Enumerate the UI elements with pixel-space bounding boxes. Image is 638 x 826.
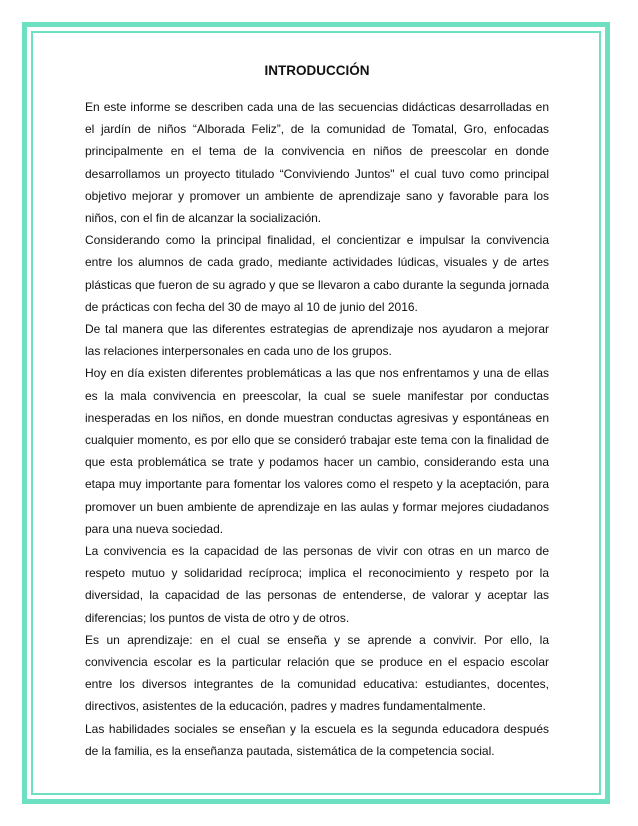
paragraph-4: Hoy en día existen diferentes problemáticas a las que nos enfrentamos y una de ellas es la mala convivencia en preescolar, la cual se suele manifestar por conductas inesperadas en los niños, en donde muestran conductas agresivas y espontáneas en cualquier momento, es por ello que se consideró trabajar este tema con la finalidad de que esta problemática se trate y podamos hacer un cambio, considerando esta una etapa muy importante para fomentar los valores como el respeto y la aceptación, para promover un buen ambiente de aprendizaje en las aulas y formar mejores ciudadanos para una nueva sociedad.: [85, 366, 549, 536]
document-title: INTRODUCCIÓN: [264, 63, 370, 78]
document-body: [85, 62, 549, 762]
paragraph-7: Las habilidades sociales se enseñan y la escuela es la segunda educadora después de la familia, es la enseñanza pautada, sistemática de la competencia social.: [85, 721, 549, 758]
paragraph-6: Es un aprendizaje: en el cual se enseña y se aprende a convivir. Por ello, la convivencia escolar es la particular relación que se produce en el espacio escolar entre los diversos integrantes de la comunidad educativa: estudiantes, docentes, directivos, asistentes de la educación, padres y madres fundamentalmente.: [85, 632, 549, 714]
paragraph-2: Considerando como la principal finalidad, el concientizar e impulsar la convivencia entre los alumnos de cada grado, mediante actividades lúdicas, visuales y de artes plásticas que fueron de su agrado y que se llevaron a cabo durante la segunda jornada de prácticas con fecha del 30 de mayo al 10 de junio del 2016.: [85, 233, 549, 314]
paragraph-1: En este informe se describen cada una de las secuencias didácticas desarrolladas en el jardín de niños “Alborada Feliz”, de la comunidad de Tomatal, Gro, enfocadas principalmente en el tema de la convivencia en niños de preescolar en donde desarrollamos un proyecto titulado “Conviviendo Juntos" el cual tuvo como principal objetivo mejorar y promover un ambiente de aprendizaje sano y favorable para los niños, con el fin de alcanzar la socialización.: [85, 100, 549, 226]
paragraph-3: De tal manera que las diferentes estrategias de aprendizaje nos ayudaron a mejorar las relaciones interpersonales en cada uno de los grupos.: [85, 322, 549, 359]
paragraph-5: La convivencia es la capacidad de las personas de vivir con otras en un marco de respeto mutuo y solidaridad recíproca; implica el reconocimiento y respeto por la diversidad, la capacidad de las personas de entenderse, de valorar y aceptar las diferencias; los puntos de vista de otro y de otros.: [85, 544, 549, 625]
